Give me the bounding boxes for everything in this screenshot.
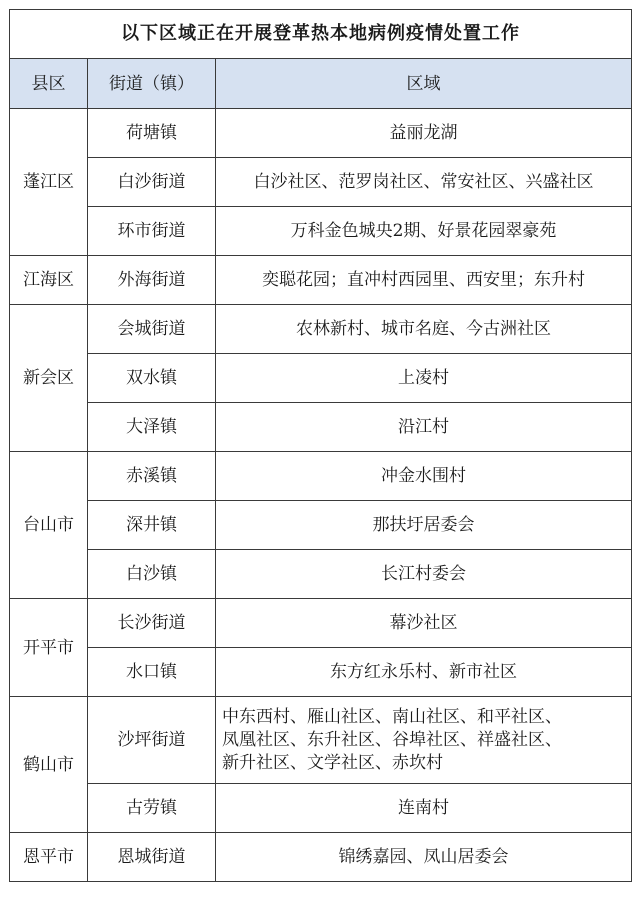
table-row bbox=[10, 833, 632, 882]
street-cell: 深井镇 bbox=[88, 501, 216, 550]
street-cell: 赤溪镇 bbox=[88, 452, 216, 501]
area-cell: 锦绣嘉园、凤山居委会 bbox=[216, 833, 632, 882]
street-cell: 长沙街道 bbox=[88, 599, 216, 648]
area-cell: 幕沙社区 bbox=[216, 599, 632, 648]
area-cell: 沿江村 bbox=[216, 403, 632, 452]
county-cell: 蓬江区 bbox=[10, 109, 88, 256]
area-cell: 白沙社区、范罗岗社区、常安社区、兴盛社区 bbox=[216, 158, 632, 207]
table-row bbox=[10, 784, 632, 833]
epidemic-area-table-wrapper bbox=[9, 9, 631, 882]
area-cell: 长江村委会 bbox=[216, 550, 632, 599]
header-area: 区域 bbox=[216, 59, 632, 109]
street-cell: 沙坪街道 bbox=[88, 697, 216, 784]
table-row bbox=[10, 648, 632, 697]
table-row bbox=[10, 599, 632, 648]
table-row bbox=[10, 452, 632, 501]
street-cell: 环市街道 bbox=[88, 207, 216, 256]
street-cell: 荷塘镇 bbox=[88, 109, 216, 158]
area-cell: 万科金色城央2期、好景花园翠豪苑 bbox=[216, 207, 632, 256]
area-cell bbox=[216, 697, 632, 784]
street-cell: 白沙镇 bbox=[88, 550, 216, 599]
header-county: 县区 bbox=[10, 59, 88, 109]
county-cell: 江海区 bbox=[10, 256, 88, 305]
table-row bbox=[10, 501, 632, 550]
street-cell: 水口镇 bbox=[88, 648, 216, 697]
county-cell: 新会区 bbox=[10, 305, 88, 452]
table-row bbox=[10, 158, 632, 207]
area-cell: 东方红永乐村、新市社区 bbox=[216, 648, 632, 697]
area-line: 中东西村、雁山社区、南山社区、和平社区、 bbox=[222, 706, 562, 727]
table-row bbox=[10, 550, 632, 599]
table-row bbox=[10, 207, 632, 256]
area-cell: 上凌村 bbox=[216, 354, 632, 403]
area-cell: 农林新村、城市名庭、今古洲社区 bbox=[216, 305, 632, 354]
street-cell: 大泽镇 bbox=[88, 403, 216, 452]
epidemic-area-table bbox=[9, 9, 632, 882]
table-title: 以下区域正在开展登革热本地病例疫情处置工作 bbox=[10, 10, 632, 59]
header-street: 街道（镇） bbox=[88, 59, 216, 109]
county-cell: 鹤山市 bbox=[10, 697, 88, 833]
area-cell: 益丽龙湖 bbox=[216, 109, 632, 158]
county-cell: 台山市 bbox=[10, 452, 88, 599]
area-line: 新升社区、文学社区、赤坎村 bbox=[222, 752, 443, 773]
county-cell: 开平市 bbox=[10, 599, 88, 697]
table-row bbox=[10, 403, 632, 452]
street-cell: 恩城街道 bbox=[88, 833, 216, 882]
street-cell: 双水镇 bbox=[88, 354, 216, 403]
table-row bbox=[10, 697, 632, 784]
table-row bbox=[10, 256, 632, 305]
table-row bbox=[10, 354, 632, 403]
street-cell: 白沙街道 bbox=[88, 158, 216, 207]
area-cell: 冲金水围村 bbox=[216, 452, 632, 501]
area-cell: 那扶圩居委会 bbox=[216, 501, 632, 550]
table-row bbox=[10, 305, 632, 354]
street-cell: 古劳镇 bbox=[88, 784, 216, 833]
area-cell: 奕聪花园；直冲村西园里、西安里；东升村 bbox=[216, 256, 632, 305]
street-cell: 会城街道 bbox=[88, 305, 216, 354]
street-cell: 外海街道 bbox=[88, 256, 216, 305]
area-cell: 连南村 bbox=[216, 784, 632, 833]
county-cell: 恩平市 bbox=[10, 833, 88, 882]
table-row bbox=[10, 109, 632, 158]
area-line: 凤凰社区、东升社区、谷埠社区、祥盛社区、 bbox=[222, 729, 562, 750]
